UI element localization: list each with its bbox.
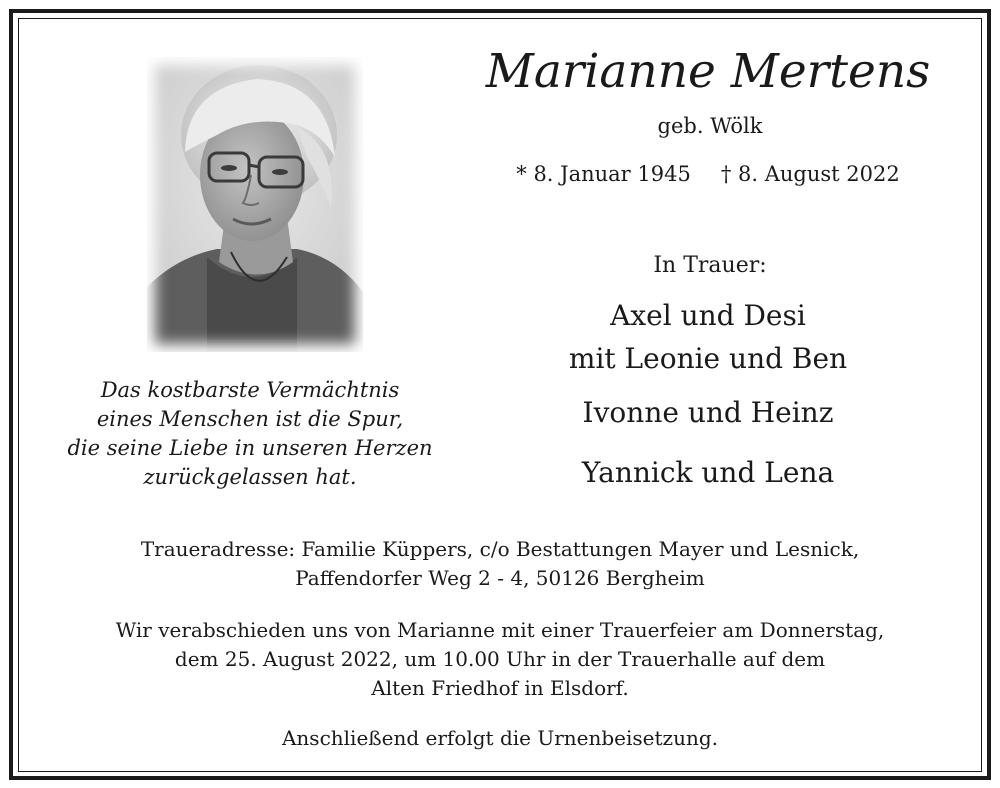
- ceremony-line: Alten Friedhof in Elsdorf.: [371, 676, 629, 700]
- quote-line: die seine Liebe in unseren Herzen: [67, 436, 433, 460]
- quote-line: zurückgelassen hat.: [143, 465, 357, 489]
- mourner-line: mit Leonie und Ben: [568, 342, 848, 375]
- portrait-illustration: [147, 57, 363, 352]
- address-line: Paffendorfer Weg 2 - 4, 50126 Bergheim: [295, 566, 705, 590]
- burial-note: [30, 724, 970, 753]
- address-line: Traueradresse: Familie Küppers, c/o Bestattungen Mayer und Lesnick,: [140, 537, 860, 561]
- memorial-quote: [50, 376, 450, 492]
- life-dates: [450, 159, 966, 189]
- mourner-line: Yannick und Lena: [581, 456, 835, 489]
- mourner-line: Axel und Desi: [610, 299, 806, 332]
- burial-text: Anschließend erfolgt die Urnenbeisetzung.: [281, 726, 718, 750]
- funeral-address: [30, 535, 970, 593]
- mourning-label: In Trauer:: [653, 253, 767, 278]
- mourner-line: Ivonne und Heinz: [582, 396, 834, 429]
- quote-line: Das kostbarste Vermächtnis: [100, 378, 400, 402]
- birth-name: geb. Wölk: [657, 114, 763, 138]
- quote-line: eines Menschen ist die Spur,: [96, 407, 404, 431]
- portrait-photo: [147, 57, 363, 352]
- ceremony-info: [30, 616, 970, 703]
- birth-date: * 8. Januar 1945: [516, 162, 691, 186]
- ceremony-line: dem 25. August 2022, um 10.00 Uhr in der Trauerhalle auf dem: [174, 647, 826, 671]
- ceremony-line: Wir verabschieden uns von Marianne mit einer Trauerfeier am Donnerstag,: [115, 618, 885, 642]
- deceased-name: Marianne Mertens: [485, 44, 931, 99]
- death-date: † 8. August 2022: [720, 162, 900, 186]
